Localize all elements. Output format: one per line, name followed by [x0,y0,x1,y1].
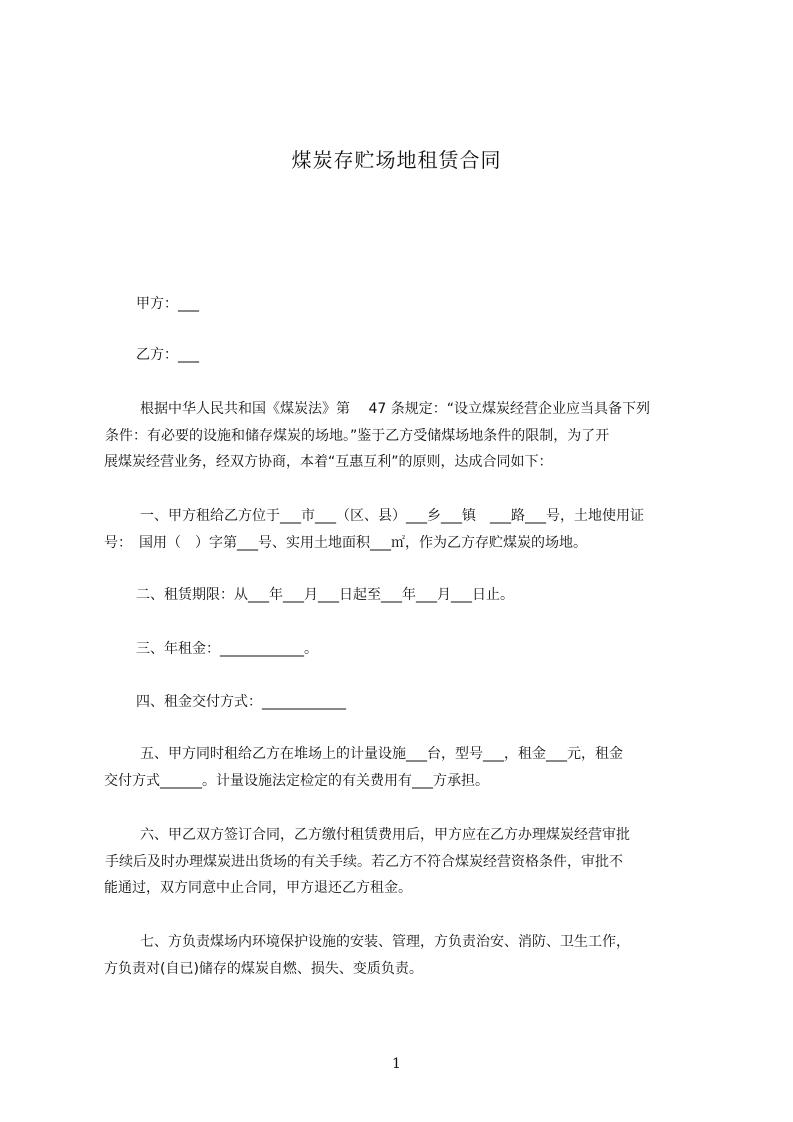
preamble-line: 展煤炭经营业务，经双方协商，本着“互惠互利”的原则，达成合同如下： [104,454,553,470]
clause-6-line: 能通过，双方同意中止合同，甲方退还乙方租金。 [104,880,412,896]
clause-7-line: 方负责对(自已)储存的煤炭自燃、损失、变质负责。 [104,961,423,977]
clause-6-line: 六、甲乙双方签订合同，乙方缴付租赁费用后，甲方应在乙方办理煤炭经营审批 [140,827,630,843]
clause-1-line: 号： 国用（ ）字第___号、实用土地面积___㎡，作为乙方存贮煤炭的场地。 [104,535,587,551]
page-number: 1 [392,1056,401,1072]
clause-7-line: 七、方负责煤场内环境保护设施的安装、管理，方负责治安、消防、卫生工作， [140,934,630,950]
clause-5-line: 五、甲方同时租给乙方在堆场上的计量设施___台，型号___，租金___元，租金 [140,746,623,762]
contract-title: 煤炭存贮场地租赁合同 [291,148,502,172]
clause-1-line: 一、甲方租给乙方位于___市___（区、县）___乡___镇 ___路___号，土地使用证 [140,508,644,524]
preamble-line: 条件：有必要的设施和储存煤炭的场地。”鉴于乙方受储煤场地条件的限制，为了开 [105,428,610,444]
clause-2-line: 二、租赁期限：从___年___月___日起至___年___月___日止。 [136,587,514,603]
party-a-line: 甲方：___ [136,296,199,312]
clause-4-line: 四、租金交付方式：____________ [136,694,346,710]
preamble-line: 根据中华人民共和国《煤炭法》第 47 条规定：“设立煤炭经营企业应当具备下列 [140,401,650,417]
clause-5-line: 交付方式______。计量设施法定检定的有关费用有___方承担。 [104,773,489,789]
clause-6-line: 手续后及时办理煤炭进出货场的有关手续。若乙方不符合煤炭经营资格条件，审批不 [105,854,623,870]
clause-3-line: 三、年租金：____________。 [136,641,318,657]
party-b-line: 乙方：___ [136,347,199,363]
